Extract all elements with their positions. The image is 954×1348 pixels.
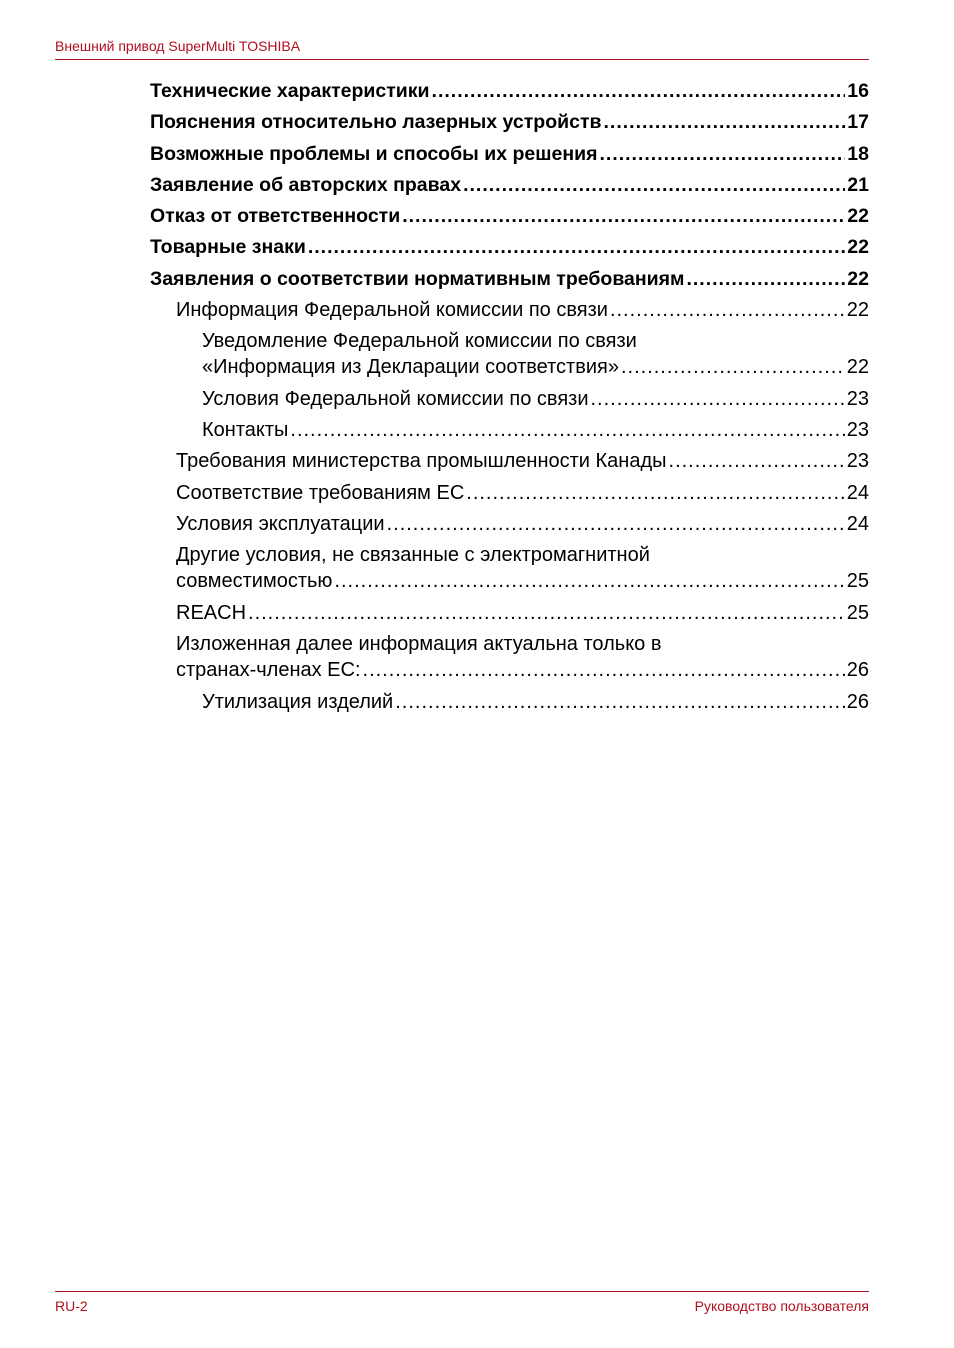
toc-entry-title: Контакты	[202, 419, 289, 442]
toc-entry-row	[202, 386, 869, 412]
toc-entry-title: Заявления о соответствии нормативным требованиям	[150, 267, 685, 290]
dot-leader	[308, 234, 845, 260]
toc-entry-page: 24	[846, 513, 869, 536]
toc-entry-row	[176, 511, 869, 537]
toc-entry-title-line: Изложенная далее информация актуальна только в	[176, 633, 662, 656]
dot-leader	[621, 354, 845, 380]
toc-entry-row	[176, 657, 869, 683]
toc-entry-title: Товарные знаки	[150, 236, 306, 259]
dot-leader	[402, 203, 845, 229]
toc-entry[interactable]	[202, 386, 869, 417]
toc-entry[interactable]	[176, 480, 869, 511]
toc-entry-title: Утилизация изделий	[202, 690, 394, 713]
dot-leader	[334, 568, 844, 594]
toc-entry-page: 26	[846, 690, 869, 713]
toc-entry-row	[202, 689, 869, 715]
toc-entry-page: 22	[847, 205, 869, 228]
toc-entry-title: Соответствие требованиям ЕС	[176, 481, 465, 504]
toc-entry-row	[176, 448, 869, 474]
toc-entry[interactable]	[150, 203, 869, 234]
running-header: Внешний привод SuperMulti TOSHIBA	[55, 38, 301, 54]
toc-entry-title: «Информация из Декларации соответствия»	[202, 356, 619, 379]
toc-entry-page: 22	[846, 299, 869, 322]
toc-entry-row	[176, 568, 869, 594]
footer-title: Руководство пользователя	[694, 1298, 869, 1314]
toc-entry-row	[176, 480, 869, 506]
toc-entry-row	[150, 141, 869, 167]
toc-entry[interactable]	[176, 511, 869, 542]
toc-entry-row	[176, 297, 869, 323]
dot-leader	[466, 480, 844, 506]
dot-leader	[604, 109, 846, 135]
toc-entry-page: 22	[846, 356, 869, 379]
toc-entry-page: 23	[846, 450, 869, 473]
toc-entry[interactable]	[176, 542, 869, 600]
toc-entry-row	[202, 417, 869, 443]
toc-entry-row	[176, 600, 869, 626]
toc-entry[interactable]	[150, 172, 869, 203]
toc-entry-title: Отказ от ответственности	[150, 205, 401, 228]
toc-entry-page: 25	[846, 601, 869, 624]
dot-leader	[363, 657, 845, 683]
toc-entry[interactable]	[150, 141, 869, 172]
toc-entry[interactable]	[202, 328, 869, 386]
toc-entry-title: Пояснения относительно лазерных устройств	[150, 111, 602, 134]
dot-leader	[599, 141, 845, 167]
toc-entry-title: Технические характеристики	[150, 80, 430, 102]
toc-entry-row	[150, 266, 869, 292]
toc-entry-title: REACH	[176, 601, 247, 624]
dot-leader	[248, 600, 845, 626]
toc-entry[interactable]	[150, 266, 869, 297]
toc-entry-title: совместимостью	[176, 570, 333, 593]
toc-entry-page: 24	[846, 481, 869, 504]
toc-entry-row	[202, 354, 869, 380]
toc-entry-page: 25	[846, 570, 869, 593]
toc-entry-row	[150, 234, 869, 260]
toc-entry-page: 26	[846, 659, 869, 682]
toc-entry-page: 22	[847, 267, 869, 290]
dot-leader	[395, 689, 845, 715]
toc-entry-page: 22	[847, 236, 869, 259]
toc-entry-page: 23	[846, 419, 869, 442]
toc-entry[interactable]	[176, 297, 869, 328]
toc-entry-title: Требования министерства промышленности Канады	[176, 450, 667, 473]
toc-entry[interactable]	[176, 600, 869, 631]
toc-entry-title-line: Уведомление Федеральной комиссии по связи	[202, 330, 637, 353]
dot-leader	[669, 448, 845, 474]
toc-entry-title: Условия Федеральной комиссии по связи	[202, 387, 589, 410]
toc-entry-row	[150, 78, 869, 104]
dot-leader	[432, 78, 846, 104]
dot-leader	[686, 266, 845, 292]
toc-entry-row	[150, 109, 869, 135]
dot-leader	[590, 386, 844, 412]
dot-leader	[387, 511, 845, 537]
toc-entry-title-line: Другие условия, не связанные с электромагнитной	[176, 544, 650, 567]
toc-entry[interactable]	[176, 631, 869, 689]
table-of-contents	[150, 78, 869, 720]
dot-leader	[290, 417, 844, 443]
page-number: RU-2	[55, 1298, 88, 1314]
toc-entry-title: Возможные проблемы и способы их решения	[150, 142, 598, 165]
header-rule	[55, 59, 869, 60]
toc-entry-row	[150, 172, 869, 198]
toc-entry-title: Информация Федеральной комиссии по связи	[176, 299, 608, 322]
toc-entry-page: 17	[847, 111, 869, 134]
toc-entry[interactable]	[150, 109, 869, 140]
toc-entry-title: странах-членах ЕС:	[176, 659, 361, 682]
toc-entry-page: 23	[846, 387, 869, 410]
toc-entry-page: 16	[847, 80, 869, 102]
dot-leader	[463, 172, 845, 198]
toc-entry[interactable]	[150, 234, 869, 265]
toc-entry-page: 18	[847, 142, 869, 165]
toc-entry[interactable]	[202, 689, 869, 720]
footer-rule	[55, 1291, 869, 1292]
toc-entry-row	[150, 203, 869, 229]
toc-entry[interactable]	[150, 78, 869, 109]
toc-entry[interactable]	[176, 448, 869, 479]
toc-entry-page: 21	[847, 173, 869, 196]
toc-entry[interactable]	[202, 417, 869, 448]
dot-leader	[610, 297, 845, 323]
toc-entry-title: Заявление об авторских правах	[150, 173, 462, 196]
toc-entry-title: Условия эксплуатации	[176, 513, 385, 536]
